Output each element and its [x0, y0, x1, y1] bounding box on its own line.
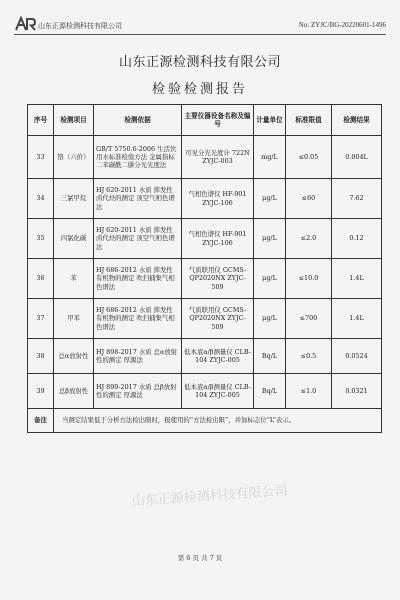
note-text: 当测定结果低于分析方法检出限时，报使用的“方法检出限”，并加标志位“L”表示。 — [54, 409, 382, 433]
cell-item: 甲苯 — [54, 299, 94, 339]
cell-unit: mg/L — [254, 136, 286, 179]
cell-basis: GB/T 5750.6-2006 生活饮用水标准检验方法 金属指标 二苯碳酰二肼分光光度法 — [94, 136, 182, 179]
cell-basis: HJ 620-2011 水质 挥发性卤代烃的测定 顶空气相色谱法 — [94, 179, 182, 219]
cell-equipment: 气相色谱仪 HF-901 ZYJC-106 — [182, 219, 254, 259]
table-row — [28, 259, 382, 299]
cell-unit: μg/L — [254, 299, 286, 339]
header-basis: 检测依据 — [94, 105, 182, 136]
cell-seq: 36 — [28, 259, 54, 299]
document-company-title: 山东正源检测科技有限公司 — [118, 55, 281, 70]
cell-limit: ≤1.0 — [286, 374, 332, 409]
cell-basis: HJ 899-2017 水质 总β放射性的测定 厚源法 — [94, 374, 182, 409]
cell-unit: Bq/L — [254, 339, 286, 374]
report-number: No: ZYJC/BG-20220601-1496 — [298, 21, 386, 29]
cell-unit: μg/L — [254, 259, 286, 299]
header-company-name: 山东正源检测科技有限公司 — [38, 22, 122, 30]
header-item: 检测项目 — [54, 105, 94, 136]
cell-unit: Bq/L — [254, 374, 286, 409]
note-row — [28, 409, 382, 433]
cell-limit: ≤60 — [286, 179, 332, 219]
header-unit: 计量单位 — [254, 105, 286, 136]
cell-limit: ≤0.05 — [286, 136, 332, 179]
table-row — [28, 374, 382, 409]
cell-result: 7.62 — [332, 179, 382, 219]
cell-item: 总α放射性 — [54, 339, 94, 374]
table-row — [28, 299, 382, 339]
cell-equipment: 气相色谱仪 HF-901 ZYJC-106 — [182, 179, 254, 219]
header-seq: 序号 — [28, 105, 54, 136]
header-equipment: 主要仪器设备名称及编号 — [182, 105, 254, 136]
cell-equipment: 低本底α/β测量仪 CLB-104 ZYJC-005 — [182, 374, 254, 409]
page-number: 第 6 页 共 7 页 — [177, 554, 223, 562]
cell-seq: 38 — [28, 339, 54, 374]
company-logo-icon — [14, 16, 36, 32]
cell-seq: 37 — [28, 299, 54, 339]
table-row — [28, 339, 382, 374]
faded-company-stamp — [110, 470, 310, 530]
table-row — [28, 219, 382, 259]
document-report-title: 检验检测报告 — [151, 82, 248, 97]
cell-seq: 39 — [28, 374, 54, 409]
svg-text:山东正源检测科技有限公司: 山东正源检测科技有限公司 — [131, 483, 289, 510]
cell-seq: 34 — [28, 179, 54, 219]
cell-limit: ≤0.5 — [286, 339, 332, 374]
cell-unit: μg/L — [254, 219, 286, 259]
table-row — [28, 179, 382, 219]
cell-result: 1.4L — [332, 259, 382, 299]
cell-limit: ≤10.0 — [286, 259, 332, 299]
cell-basis: HJ 620-2011 水质 挥发性卤代烃的测定 顶空气相色谱法 — [94, 219, 182, 259]
cell-item: 三氯甲烷 — [54, 179, 94, 219]
cell-result: 1.4L — [332, 299, 382, 339]
cell-basis: HJ 686-2012 水质 挥发性有机物的测定 吹扫捕集气相色谱法 — [94, 259, 182, 299]
table-header-row — [28, 105, 382, 136]
cell-result: 0.004L — [332, 136, 382, 179]
cell-item: 四氯化碳 — [54, 219, 94, 259]
cell-basis: HJ 686-2012 水质 挥发性有机物的测定 吹扫捕集气相色谱法 — [94, 299, 182, 339]
cell-equipment: 低本底α/β测量仪 CLB-104 ZYJC-005 — [182, 339, 254, 374]
note-label: 备注 — [28, 409, 54, 433]
cell-equipment: 气质联用仪 GCMS-QP2020NX ZYJC-509 — [182, 259, 254, 299]
page-header — [14, 6, 386, 35]
cell-basis: HJ 898-2017 水质 总α放射性的测定 厚源法 — [94, 339, 182, 374]
cell-equipment: 气质联用仪 GCMS-QP2020NX ZYJC-509 — [182, 299, 254, 339]
header-result: 检测结果 — [332, 105, 382, 136]
cell-unit: μg/L — [254, 179, 286, 219]
cell-seq: 35 — [28, 219, 54, 259]
header-limit: 标准限值 — [286, 105, 332, 136]
cell-item: 总β放射性 — [54, 374, 94, 409]
cell-result: 0.0321 — [332, 374, 382, 409]
cell-limit: ≤700 — [286, 299, 332, 339]
cell-seq: 33 — [28, 136, 54, 179]
cell-equipment: 可见分光光度计 722N ZYJC-003 — [182, 136, 254, 179]
cell-result: 0.12 — [332, 219, 382, 259]
cell-item: 苯 — [54, 259, 94, 299]
results-table — [27, 104, 382, 433]
cell-limit: ≤2.0 — [286, 219, 332, 259]
cell-item: 铬（六价） — [54, 136, 94, 179]
table-row — [28, 136, 382, 179]
cell-result: 0.0524 — [332, 339, 382, 374]
